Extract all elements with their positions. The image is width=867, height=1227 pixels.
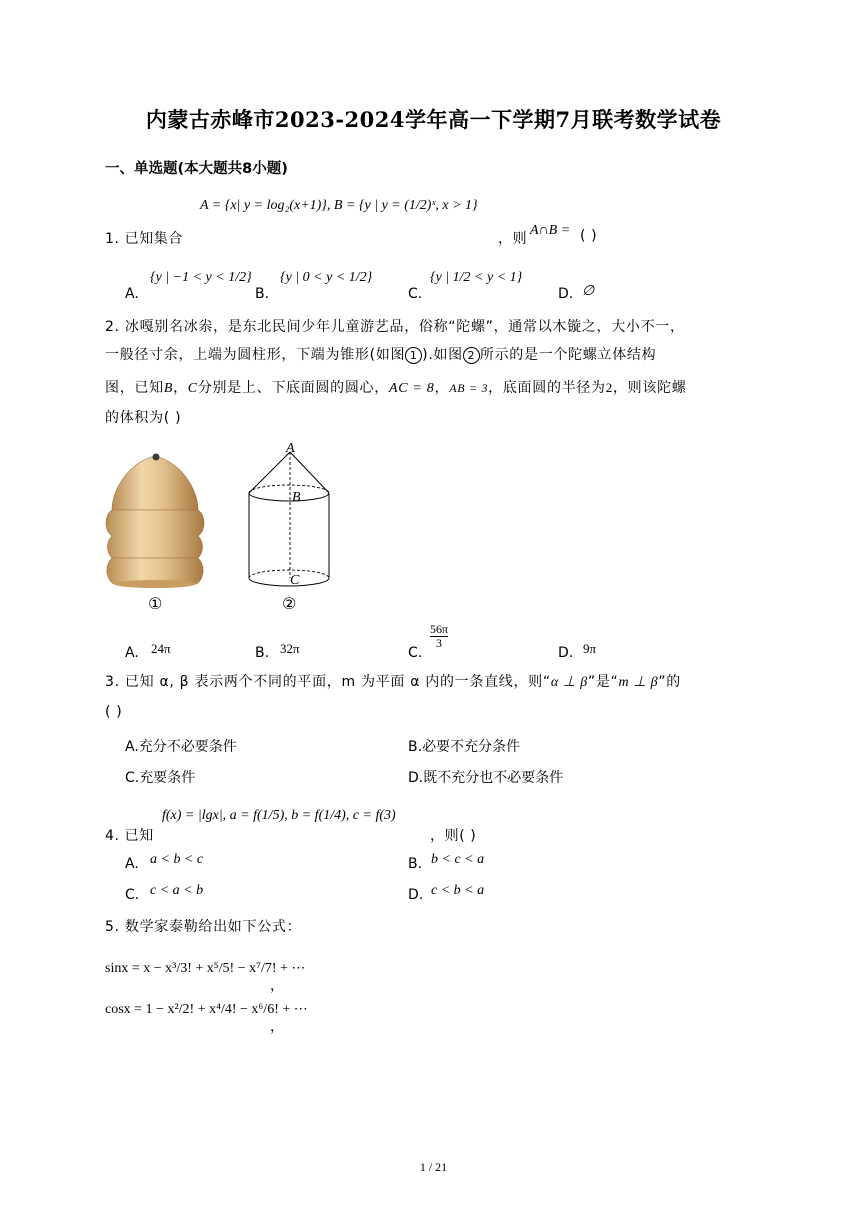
q2-option-d: 9π (583, 641, 597, 656)
fig2-caption: ② (282, 594, 297, 613)
q2-line2b: ).如图 (422, 347, 463, 363)
q1-option-b: {y | 0 < y < 1/2} (280, 270, 373, 285)
q2-line2c: 所示的是一个陀螺立体结构 (479, 347, 657, 363)
q3-line1 (105, 668, 681, 697)
q3-mid: ”是“ (587, 674, 619, 690)
q2-line3a: 图，已知 (105, 380, 164, 396)
q1-paren: ( ) (580, 228, 598, 244)
q1-option-c: {y | 1/2 < y < 1} (430, 270, 523, 285)
q2-line3b: ， (173, 380, 188, 396)
q3-option-a: A.充分不必要条件 (125, 739, 237, 755)
q1-expr: A∩B = (530, 223, 571, 238)
q2-radius: 2 (605, 380, 613, 395)
circled-2: 2 (463, 347, 480, 364)
q3-option-d: D.既不充分也不必要条件 (408, 770, 564, 786)
circled-1: 1 (405, 347, 422, 364)
q4-option-b-label: B. (408, 856, 423, 872)
q4-lead: 4. 已知 (105, 828, 154, 844)
q2-option-b: 32π (280, 641, 300, 656)
q3-condition2: m ⊥ β (618, 675, 659, 690)
q3-option-c: C.充要条件 (125, 770, 196, 786)
wooden-top-photo (100, 448, 210, 593)
label-a: A (286, 441, 295, 456)
q3-condition1: α ⊥ β (550, 675, 588, 690)
q3-stem: 3. 已知 α, β 表示两个不同的平面，m 为平面 α 内的一条直线，则“ (105, 674, 551, 690)
q5-cos-series: cosx = 1 − x²/2! + x⁴/4! − x⁶/6! + ⋯ (105, 1002, 308, 1017)
q4-tail: ，则( ) (430, 828, 477, 844)
page-title: 内蒙古赤峰市2023-2024学年高一下学期7月联考数学试卷 (145, 107, 722, 132)
q4-option-d: c < b < a (431, 883, 485, 898)
q2-line2a: 一般径寸余，上端为圆柱形，下端为锥形(如图 (105, 347, 406, 363)
q2-option-c-num: 56π (430, 622, 449, 636)
q2-line1: 2. 冰嘎别名冰尜，是东北民间少年儿童游艺品，俗称“陀螺”，通常以木镟之，大小不一， (105, 319, 685, 335)
q5-comma2: ， (270, 1019, 285, 1035)
q2-ab: AB = 3 (449, 381, 489, 395)
q5-comma1: ， (270, 978, 285, 994)
q1-sets-formula: A = {x| y = log₂(x+1)}, B = {y | y = (1/2)ˣ, x > 1} (200, 198, 478, 213)
q5-line1: 5. 数学家泰勒给出如下公式： (105, 919, 302, 935)
q1-option-a-label: A. (125, 286, 139, 302)
q1-tail: ，则 (498, 231, 528, 247)
q2-line3d: ，底面圆的半径为 (488, 380, 606, 396)
q4-option-b: b < c < a (431, 852, 485, 867)
q2-line3e: ，则该陀螺 (612, 380, 687, 396)
q4-formula: f(x) = |lgx|, a = f(1/5), b = f(1/4), c = f(3) (162, 808, 396, 823)
label-b: B (292, 490, 301, 505)
section-heading: 一、单选题(本大题共8小题) (105, 161, 288, 177)
q2-option-c (430, 623, 448, 650)
q4-option-d-label: D. (408, 887, 424, 903)
q2-option-c-den: 3 (430, 636, 448, 650)
q1-option-a: {y | −1 < y < 1/2} (150, 270, 252, 285)
q4-option-a: a < b < c (150, 852, 204, 867)
q2-option-b-label: B. (255, 645, 270, 661)
q3-end: ”的 (658, 674, 681, 690)
q2-line2 (105, 341, 656, 369)
q3-option-b: B.必要不充分条件 (408, 739, 521, 755)
q1-option-c-label: C. (408, 286, 423, 302)
q2-line3: 图，已知B，C分别是上、下底面圆的圆心，AC = 8，AB = 3，底面圆的半径为2，则该陀螺 (105, 380, 687, 396)
fig1-caption: ① (148, 594, 163, 613)
q2-option-a: 24π (151, 641, 171, 656)
cone-cylinder-diagram (240, 438, 340, 590)
label-c: C (290, 573, 300, 588)
page-number: 1 / 21 (419, 1160, 448, 1174)
q2-ac: AC = 8 (388, 381, 435, 396)
q4-option-a-label: A. (125, 856, 139, 872)
q1-lead: 1. 已知集合 (105, 231, 184, 247)
q2-point-c: C (187, 381, 198, 396)
q5-sin-series: sinx = x − x³/3! + x⁵/5! − x⁷/7! + ⋯ (105, 961, 306, 976)
q2-option-c-label: C. (408, 645, 423, 661)
q1-option-b-label: B. (255, 286, 270, 302)
q4-option-c-label: C. (125, 887, 140, 903)
q1-option-d-label: D. (558, 286, 574, 302)
q2-point-b: B (163, 381, 174, 396)
q1-option-d: ∅ (582, 284, 595, 299)
q2-option-a-label: A. (125, 645, 139, 661)
q3-paren: ( ) (105, 704, 123, 720)
q4-option-c: c < a < b (150, 883, 204, 898)
q2-line4: 的体积为( ) (105, 410, 182, 426)
q2-line3c: 分别是上、下底面圆的圆心， (197, 380, 389, 396)
q2-option-d-label: D. (558, 645, 574, 661)
